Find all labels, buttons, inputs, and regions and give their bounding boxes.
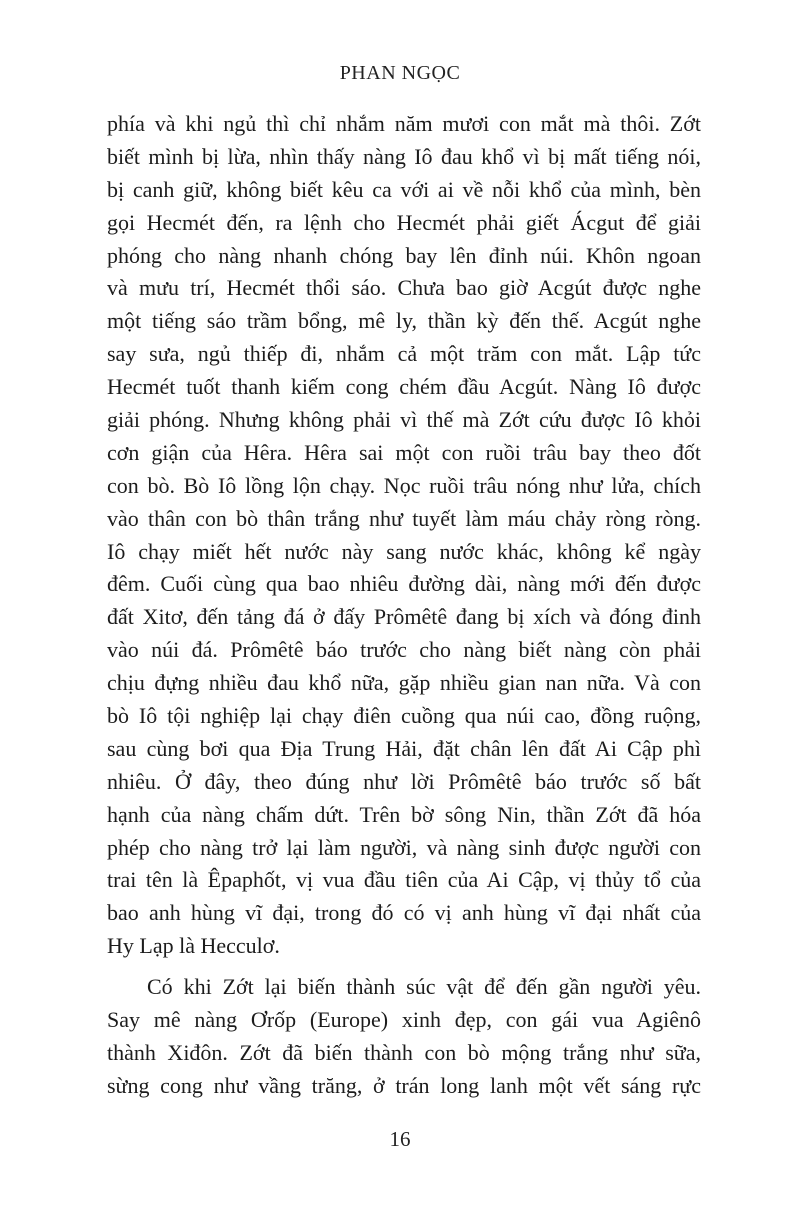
- text-line: đất Xitơ, đến tảng đá ở đấy Prômêtê đang bị xích và đóng đinh: [107, 604, 701, 630]
- text-line: phóng cho nàng nhanh chóng bay lên đỉnh núi. Khôn ngoan: [107, 242, 701, 268]
- text-line: phía và khi ngủ thì chỉ nhắm năm mươi con mắt mà thôi. Zớt: [107, 111, 701, 136]
- text-line: giải phóng. Nhưng không phải vì thế mà Zớt cứu được Iô khỏi: [107, 407, 701, 433]
- text-line: gọi Hecmét đến, ra lệnh cho Hecmét phải giết Ácgut để giải: [107, 209, 701, 235]
- text-line: và mưu trí, Hecmét thổi sáo. Chưa bao giờ Acgút được nghe: [107, 275, 701, 301]
- text-line: hạnh của nàng chấm dứt. Trên bờ sông Nin, thần Zớt đã hóa: [107, 801, 701, 827]
- text-line: thành Xiđôn. Zớt đã biến thành con bò mộng trắng như sữa,: [107, 1039, 701, 1065]
- page-number: 16: [389, 1127, 411, 1151]
- text-line: bò Iô tội nghiệp lại chạy điên cuồng qua núi cao, đồng ruộng,: [107, 703, 701, 729]
- text-line: con bò. Bò Iô lồng lộn chạy. Nọc ruồi trâu nóng như lửa, chích: [107, 472, 701, 498]
- text-line: cơn giận của Hêra. Hêra sai một con ruồi trâu bay theo đốt: [107, 439, 701, 465]
- text-line: phép cho nàng trở lại làm người, và nàng sinh được người con: [107, 834, 701, 860]
- paragraph: [107, 971, 701, 1103]
- text-line: bị canh giữ, không biết kêu ca với ai về nỗi khổ của mình, bèn: [107, 176, 701, 202]
- text-line: say sưa, ngủ thiếp đi, nhắm cả một trăm con mắt. Lập tức: [107, 341, 701, 367]
- text-line: sau cùng bơi qua Địa Trung Hải, đặt chân lên đất Ai Cập phì: [107, 735, 701, 761]
- text-line: sừng cong như vầng trăng, ở trán long lanh một vết sáng rực: [107, 1072, 701, 1098]
- text-line: Hy Lạp là Hecculơ.: [107, 933, 280, 959]
- text-line: Có khi Zớt lại biến thành súc vật để đến gần người yêu.: [147, 974, 701, 1000]
- running-head: PHAN NGỌC: [339, 62, 461, 84]
- text-line: Hecmét tuốt thanh kiếm cong chém đầu Acgút. Nàng Iô được: [107, 374, 701, 400]
- text-line: chịu đựng nhiều đau khổ nữa, gặp nhiều gian nan nữa. Và con: [107, 670, 701, 696]
- text-line: trai tên là Êpaphốt, vị vua đầu tiên của Ai Cập, vị thủy tổ của: [107, 867, 701, 893]
- paragraph-gap: [107, 963, 701, 971]
- text-line: vào thân con bò thân trắng như tuyết làm máu chảy ròng ròng.: [107, 505, 701, 531]
- paragraph: [107, 108, 701, 963]
- text-line: đêm. Cuối cùng qua bao nhiêu đường dài, nàng mới đến được: [107, 571, 701, 597]
- text-line: biết mình bị lừa, nhìn thấy nàng Iô đau khổ vì bị mất tiếng nói,: [107, 143, 701, 169]
- text-line: Iô chạy miết hết nước này sang nước khác, không kể ngày: [107, 538, 701, 564]
- body-text: [107, 108, 701, 1103]
- text-line: Say mê nàng Ơrốp (Europe) xinh đẹp, con gái vua Agiênô: [107, 1007, 701, 1033]
- text-line: vào núi đá. Prômêtê báo trước cho nàng biết nàng còn phải: [107, 637, 701, 663]
- text-line: nhiêu. Ở đây, theo đúng như lời Prômêtê báo trước số bất: [107, 768, 701, 794]
- text-line: một tiếng sáo trầm bổng, mê ly, thần kỳ đến thế. Acgút nghe: [107, 308, 701, 334]
- text-line: bao anh hùng vĩ đại, trong đó có vị anh hùng vĩ đại nhất của: [107, 900, 701, 926]
